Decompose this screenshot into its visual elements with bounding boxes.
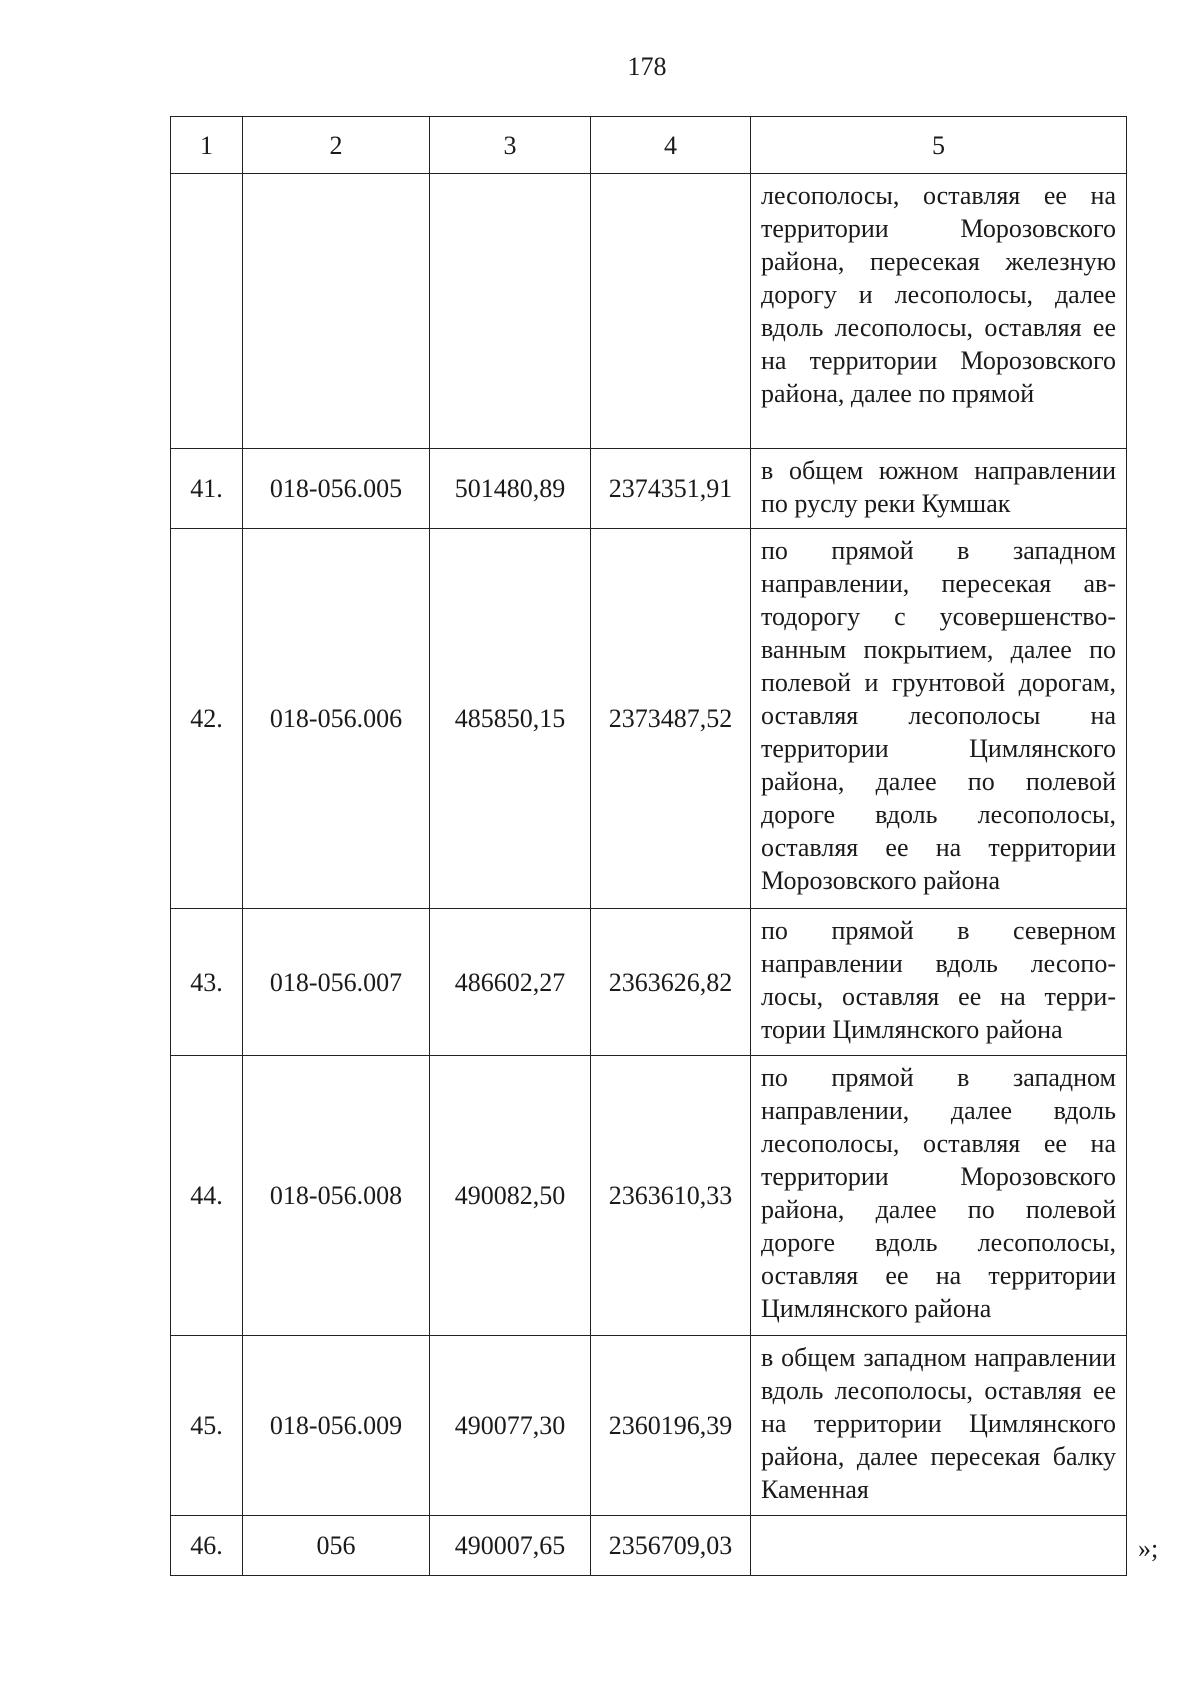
cell-y: 2373487,52 — [591, 529, 751, 909]
cell-number: 44. — [171, 1056, 243, 1336]
cell-description — [751, 1516, 1127, 1576]
closing-quote-mark: »; — [1138, 1534, 1159, 1563]
cell-code: 018-056.008 — [243, 1056, 430, 1336]
column-header-x: 3 — [430, 117, 591, 174]
table-row — [171, 909, 1127, 1056]
cell-number: 46. — [171, 1516, 243, 1576]
column-header-code: 2 — [243, 117, 430, 174]
table-row — [171, 1516, 1127, 1576]
cell-x: 490007,65 — [430, 1516, 591, 1576]
boundary-points-table — [170, 116, 1127, 1576]
cell-x: 490082,50 — [430, 1056, 591, 1336]
cell-description: в общем южном направлении по руслу реки Кумшак — [751, 449, 1127, 529]
cell-code — [243, 174, 430, 449]
cell-number: 42. — [171, 529, 243, 909]
cell-number: 41. — [171, 449, 243, 529]
table-row — [171, 1056, 1127, 1336]
cell-y: 2374351,91 — [591, 449, 751, 529]
column-header-description: 5 — [751, 117, 1127, 174]
column-header-y: 4 — [591, 117, 751, 174]
cell-description: по прямой в западном направлении, пересекая автодорогу с усовершенствованным покрытием, далее по полевой и грунтовой дорогам, оставляя лесополосы на территории Цимлянского района, далее по полевой дороге вдоль лесополосы, оставляя ее на территории Морозовского района — [751, 529, 1127, 909]
cell-code: 018-056.007 — [243, 909, 430, 1056]
table-row — [171, 529, 1127, 909]
cell-code: 056 — [243, 1516, 430, 1576]
cell-x: 485850,15 — [430, 529, 591, 909]
cell-y — [591, 174, 751, 449]
cell-code: 018-056.009 — [243, 1336, 430, 1516]
cell-number — [171, 174, 243, 449]
cell-y: 2363610,33 — [591, 1056, 751, 1336]
cell-description: лесополосы, оставляя ее на территории Морозовского района, пересекая железную дорогу и лесополосы, далее вдоль лесополосы, оставляя ее на территории Морозовского района, далее по прямой — [751, 174, 1127, 449]
column-header-number: 1 — [171, 117, 243, 174]
table-row — [171, 449, 1127, 529]
cell-x: 486602,27 — [430, 909, 591, 1056]
cell-number: 45. — [171, 1336, 243, 1516]
cell-x: 490077,30 — [430, 1336, 591, 1516]
page-number: 178 — [627, 52, 667, 81]
cell-number: 43. — [171, 909, 243, 1056]
cell-y: 2356709,03 — [591, 1516, 751, 1576]
table-header-row — [171, 117, 1127, 174]
table-row — [171, 1336, 1127, 1516]
table-row — [171, 174, 1127, 449]
cell-x — [430, 174, 591, 449]
cell-description: по прямой в северном направлении вдоль лесополосы, оставляя ее на территории Цимлянского района — [751, 909, 1127, 1056]
cell-code: 018-056.005 — [243, 449, 430, 529]
cell-description: в общем западном направлении вдоль лесополосы, оставляя ее на территории Цимлянского района, далее пересекая балку Каменная — [751, 1336, 1127, 1516]
cell-description: по прямой в западном направлении, далее вдоль лесополосы, оставляя ее на территории Морозовского района, далее по полевой дороге вдоль лесополосы, оставляя ее на территории Цимлянского района — [751, 1056, 1127, 1336]
cell-x: 501480,89 — [430, 449, 591, 529]
cell-code: 018-056.006 — [243, 529, 430, 909]
cell-y: 2363626,82 — [591, 909, 751, 1056]
cell-y: 2360196,39 — [591, 1336, 751, 1516]
